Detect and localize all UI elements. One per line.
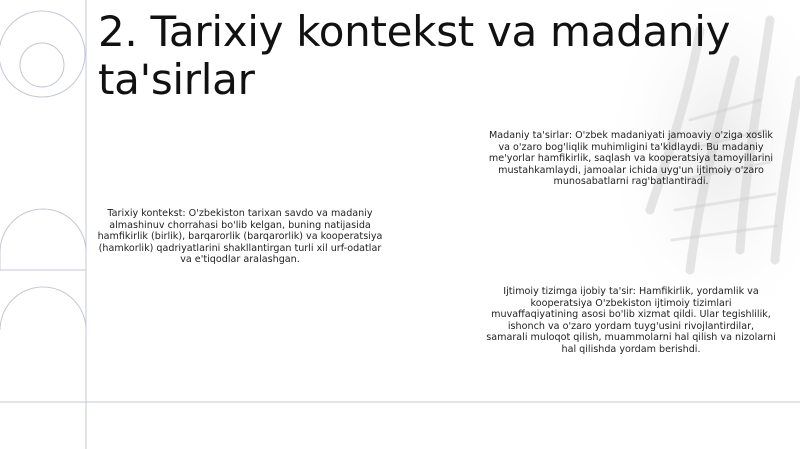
- social-impact-text: Ijtimoiy tizimga ijobiy ta'sir: Hamfikirlik, yordamlik va kooperatsiya O'zbekiston ijtimoiy tizimlari muvaffaqiyatining asosi bo'lib xizmat qildi. Ular tegishlilik, ishonch va o'zaro yordam tuyg'usini rivojlantirdilar, samarali muloqot qilish, muammolarni hal qilish va nizolarni hal qilishda yordam berishdi.: [486, 286, 776, 355]
- slide-title: 2. Tarixiy kontekst va madaniy ta'sirlar: [98, 7, 731, 104]
- decor-circle-inner: [20, 43, 64, 87]
- decor-arch-bottom: [0, 287, 86, 449]
- history-context-text: Tarixiy kontekst: O'zbekiston tarixan savdo va madaniy almashinuv chorrahasi bo'lib kelgan, buning natijasida hamfikirlik (birlik), barqarorlik (barqarorlik) va kooperatsiya (hamkorlik) qadriyatlarini shakllantirgan turli xil urf-odatlar va e'tiqodlar aralashgan.: [97, 208, 383, 266]
- cultural-influences-text: Madaniy ta'sirlar: O'zbek madaniyati jamoaviy o'ziga xoslik va o'zaro bog'liqlik muhimligini ta'kidlaydi. Bu madaniy me'yorlar hamfikirlik, saqlash va kooperatsiya tamoyillarini mustahkamlaydi, jamoalar ichida uyg'un ijtimoiy o'zaro munosabatlarni rag'batlantiradi.: [488, 130, 774, 188]
- decor-circle-outer: [0, 11, 85, 97]
- decor-arch-top: [0, 209, 86, 270]
